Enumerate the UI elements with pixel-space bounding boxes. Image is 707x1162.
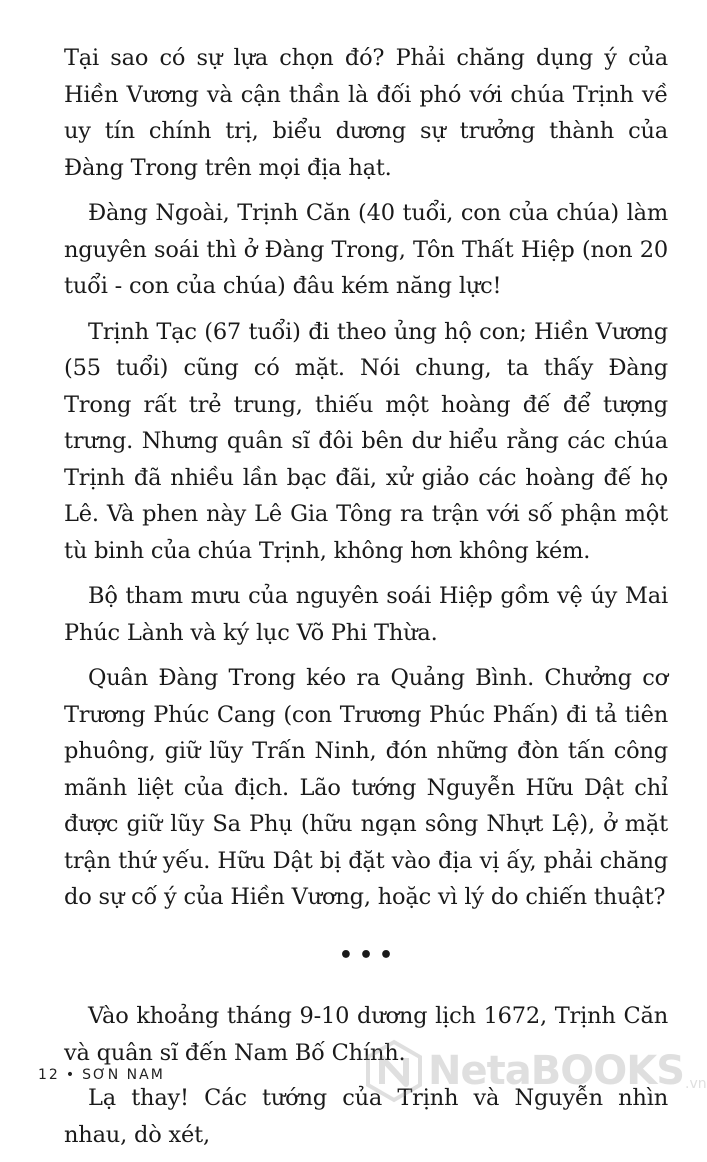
watermark: [366, 1040, 707, 1102]
paragraph-2: Đàng Ngoài, Trịnh Căn (40 tuổi, con của chúa) làm nguyên soái thì ở Đàng Trong, Tôn Thất Hiệp (non 20 tuổi - con của chúa) đâu kém năng lực!: [64, 200, 668, 299]
netabooks-n-logo-icon: [366, 1040, 422, 1102]
paragraph-4: Bộ tham mưu của nguyên soái Hiệp gồm vệ úy Mai Phúc Lành và ký lục Võ Phi Thừa.: [64, 583, 668, 646]
footer-bullet: •: [65, 1067, 77, 1083]
watermark-brand: NetaBOOKS: [428, 1048, 685, 1094]
paragraph-5: Quân Đàng Trong kéo ra Quảng Bình. Chưởng cơ Trương Phúc Cang (con Trương Phúc Phấn) đi tả tiên phuông, giữ lũy Trấn Ninh, đón những đòn tấn công mãnh liệt của địch. Lão tướng Nguyễn Hữu Dật chỉ được giữ lũy Sa Phụ (hữu ngạn sông Nhựt Lệ), ở mặt trận thứ yếu. Hữu Dật bị đặt vào địa vị ấy, phải chăng do sự cố ý của Hiền Vương, hoặc vì lý do chiến thuật?: [64, 665, 668, 910]
paragraph-6: Vào khoảng tháng 9-10 dương lịch 1672, Trịnh Căn và quân sĩ đến Nam Bố Chính.: [64, 1003, 668, 1066]
page-body: [64, 40, 668, 1162]
page-number: 12: [38, 1067, 60, 1083]
author-name: SƠN NAM: [82, 1067, 165, 1083]
paragraph-7: Lạ thay! Các tướng của Trịnh và Nguyễn nhìn nhau, dò xét,: [64, 1085, 668, 1148]
watermark-suffix: .vn: [685, 1076, 707, 1092]
page-footer: [38, 1067, 165, 1083]
section-break-dots: •••: [338, 942, 400, 968]
paragraph-3: Trịnh Tạc (67 tuổi) đi theo ủng hộ con; Hiền Vương (55 tuổi) cũng có mặt. Nói chung, ta thấy Đàng Trong rất trẻ trung, thiếu một hoàng đế để tượng trưng. Nhưng quân sĩ đôi bên dư hiểu rằng các chúa Trịnh đã nhiều lần bạc đãi, xử giảo các hoàng đế họ Lê. Và phen này Lê Gia Tông ra trận với số phận một tù binh của chúa Trịnh, không hơn không kém.: [64, 318, 668, 564]
paragraph-1: Tại sao có sự lựa chọn đó? Phải chăng dụng ý của Hiền Vương và cận thần là đối phó với chúa Trịnh về uy tín chính trị, biểu dương sự trưởng thành của Đàng Trong trên mọi địa hạt.: [64, 45, 668, 181]
